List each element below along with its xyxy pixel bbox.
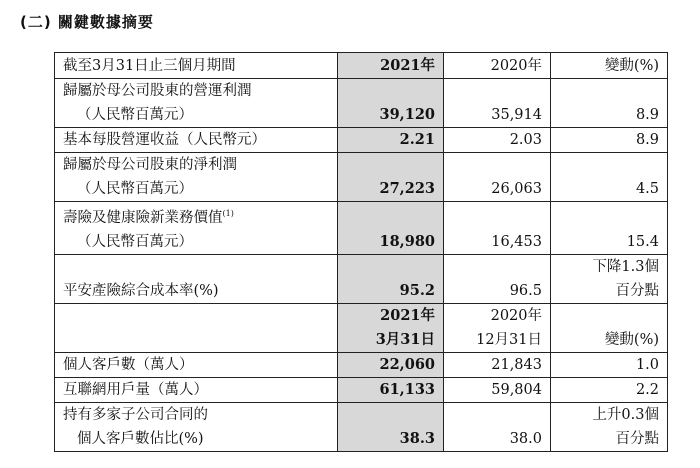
change-line2: 百分點 xyxy=(615,430,659,447)
table-row xyxy=(55,153,668,202)
row-label xyxy=(55,402,338,451)
row-label xyxy=(55,153,338,202)
value-2020: 38.0 xyxy=(444,402,551,451)
table-row xyxy=(55,254,668,303)
row-label xyxy=(55,79,338,128)
table-row xyxy=(55,79,668,128)
row-label: 個人客戶數（萬人） xyxy=(55,352,338,377)
table-row xyxy=(55,202,668,255)
row-label-line2: （人民幣百萬元） xyxy=(77,107,193,123)
row-label-line2: （人民幣百萬元） xyxy=(77,181,193,197)
value-change: 2.2 xyxy=(551,377,668,402)
table-row xyxy=(55,128,668,153)
change-line1: 上升0.3個 xyxy=(592,406,659,423)
change-line2: 百分點 xyxy=(615,282,659,299)
table-row xyxy=(55,377,668,402)
row-label-line1: 歸屬於母公司股東的淨利潤 xyxy=(63,157,237,173)
row-label: 基本每股營運收益（人民幣元） xyxy=(55,128,338,153)
value-2021: 95.2 xyxy=(338,254,444,303)
value-2021: 39,120 xyxy=(338,79,444,128)
value-2021: 61,133 xyxy=(338,377,444,402)
subheader-2020: 2020年 12月31日 xyxy=(444,303,551,352)
row-label: 互聯網用戶量（萬人） xyxy=(55,377,338,402)
row-label xyxy=(55,202,338,255)
value-change: 1.0 xyxy=(551,352,668,377)
subheader-2021: 2021年 3月31日 xyxy=(338,303,444,352)
row-label-line1: 壽險及健康險新業務價值$^{(1)}$ xyxy=(63,209,234,226)
value-2021: 18,980 xyxy=(338,202,444,255)
table-header-row xyxy=(55,53,668,79)
value-change: 8.9 xyxy=(551,128,668,153)
value-2020: 96.5 xyxy=(444,254,551,303)
section-heading: (二) 關鍵數據摘要 xyxy=(20,13,154,31)
change-line1: 下降1.3個 xyxy=(592,258,659,275)
header-2021: 2021年 xyxy=(338,53,444,79)
value-2020: 21,843 xyxy=(444,352,551,377)
value-2020: 35,914 xyxy=(444,79,551,128)
value-2020: 16,453 xyxy=(444,202,551,255)
footnote-marker: (1) xyxy=(222,209,234,218)
row-label-line2: （人民幣百萬元） xyxy=(77,233,193,250)
row-label-line2: 個人客戶數佔比(%) xyxy=(77,430,204,447)
table-subheader-row xyxy=(55,303,668,352)
table-row xyxy=(55,352,668,377)
header-2020: 2020年 xyxy=(444,53,551,79)
value-2021: 2.21 xyxy=(338,128,444,153)
value-2021: 38.3 xyxy=(338,402,444,451)
value-2020: 2.03 xyxy=(444,128,551,153)
row-label-line1: 持有多家子公司合同的 xyxy=(63,406,208,423)
row-label-line1: 歸屬於母公司股東的營運利潤 xyxy=(63,83,252,99)
value-2021: 27,223 xyxy=(338,153,444,202)
header-period: 截至3月31日止三個月期間 xyxy=(55,53,338,79)
value-change: 15.4 xyxy=(551,202,668,255)
table-row xyxy=(55,402,668,451)
value-change xyxy=(551,402,668,451)
value-2020: 26,063 xyxy=(444,153,551,202)
value-change xyxy=(551,254,668,303)
key-data-table xyxy=(54,52,668,452)
subheader-change: 變動(%) xyxy=(551,303,668,352)
value-change: 4.5 xyxy=(551,153,668,202)
value-2021: 22,060 xyxy=(338,352,444,377)
subheader-blank xyxy=(55,303,338,352)
row-label: 平安產險綜合成本率(%) xyxy=(55,254,338,303)
header-change: 變動(%) xyxy=(551,53,668,79)
value-change: 8.9 xyxy=(551,79,668,128)
value-2020: 59,804 xyxy=(444,377,551,402)
